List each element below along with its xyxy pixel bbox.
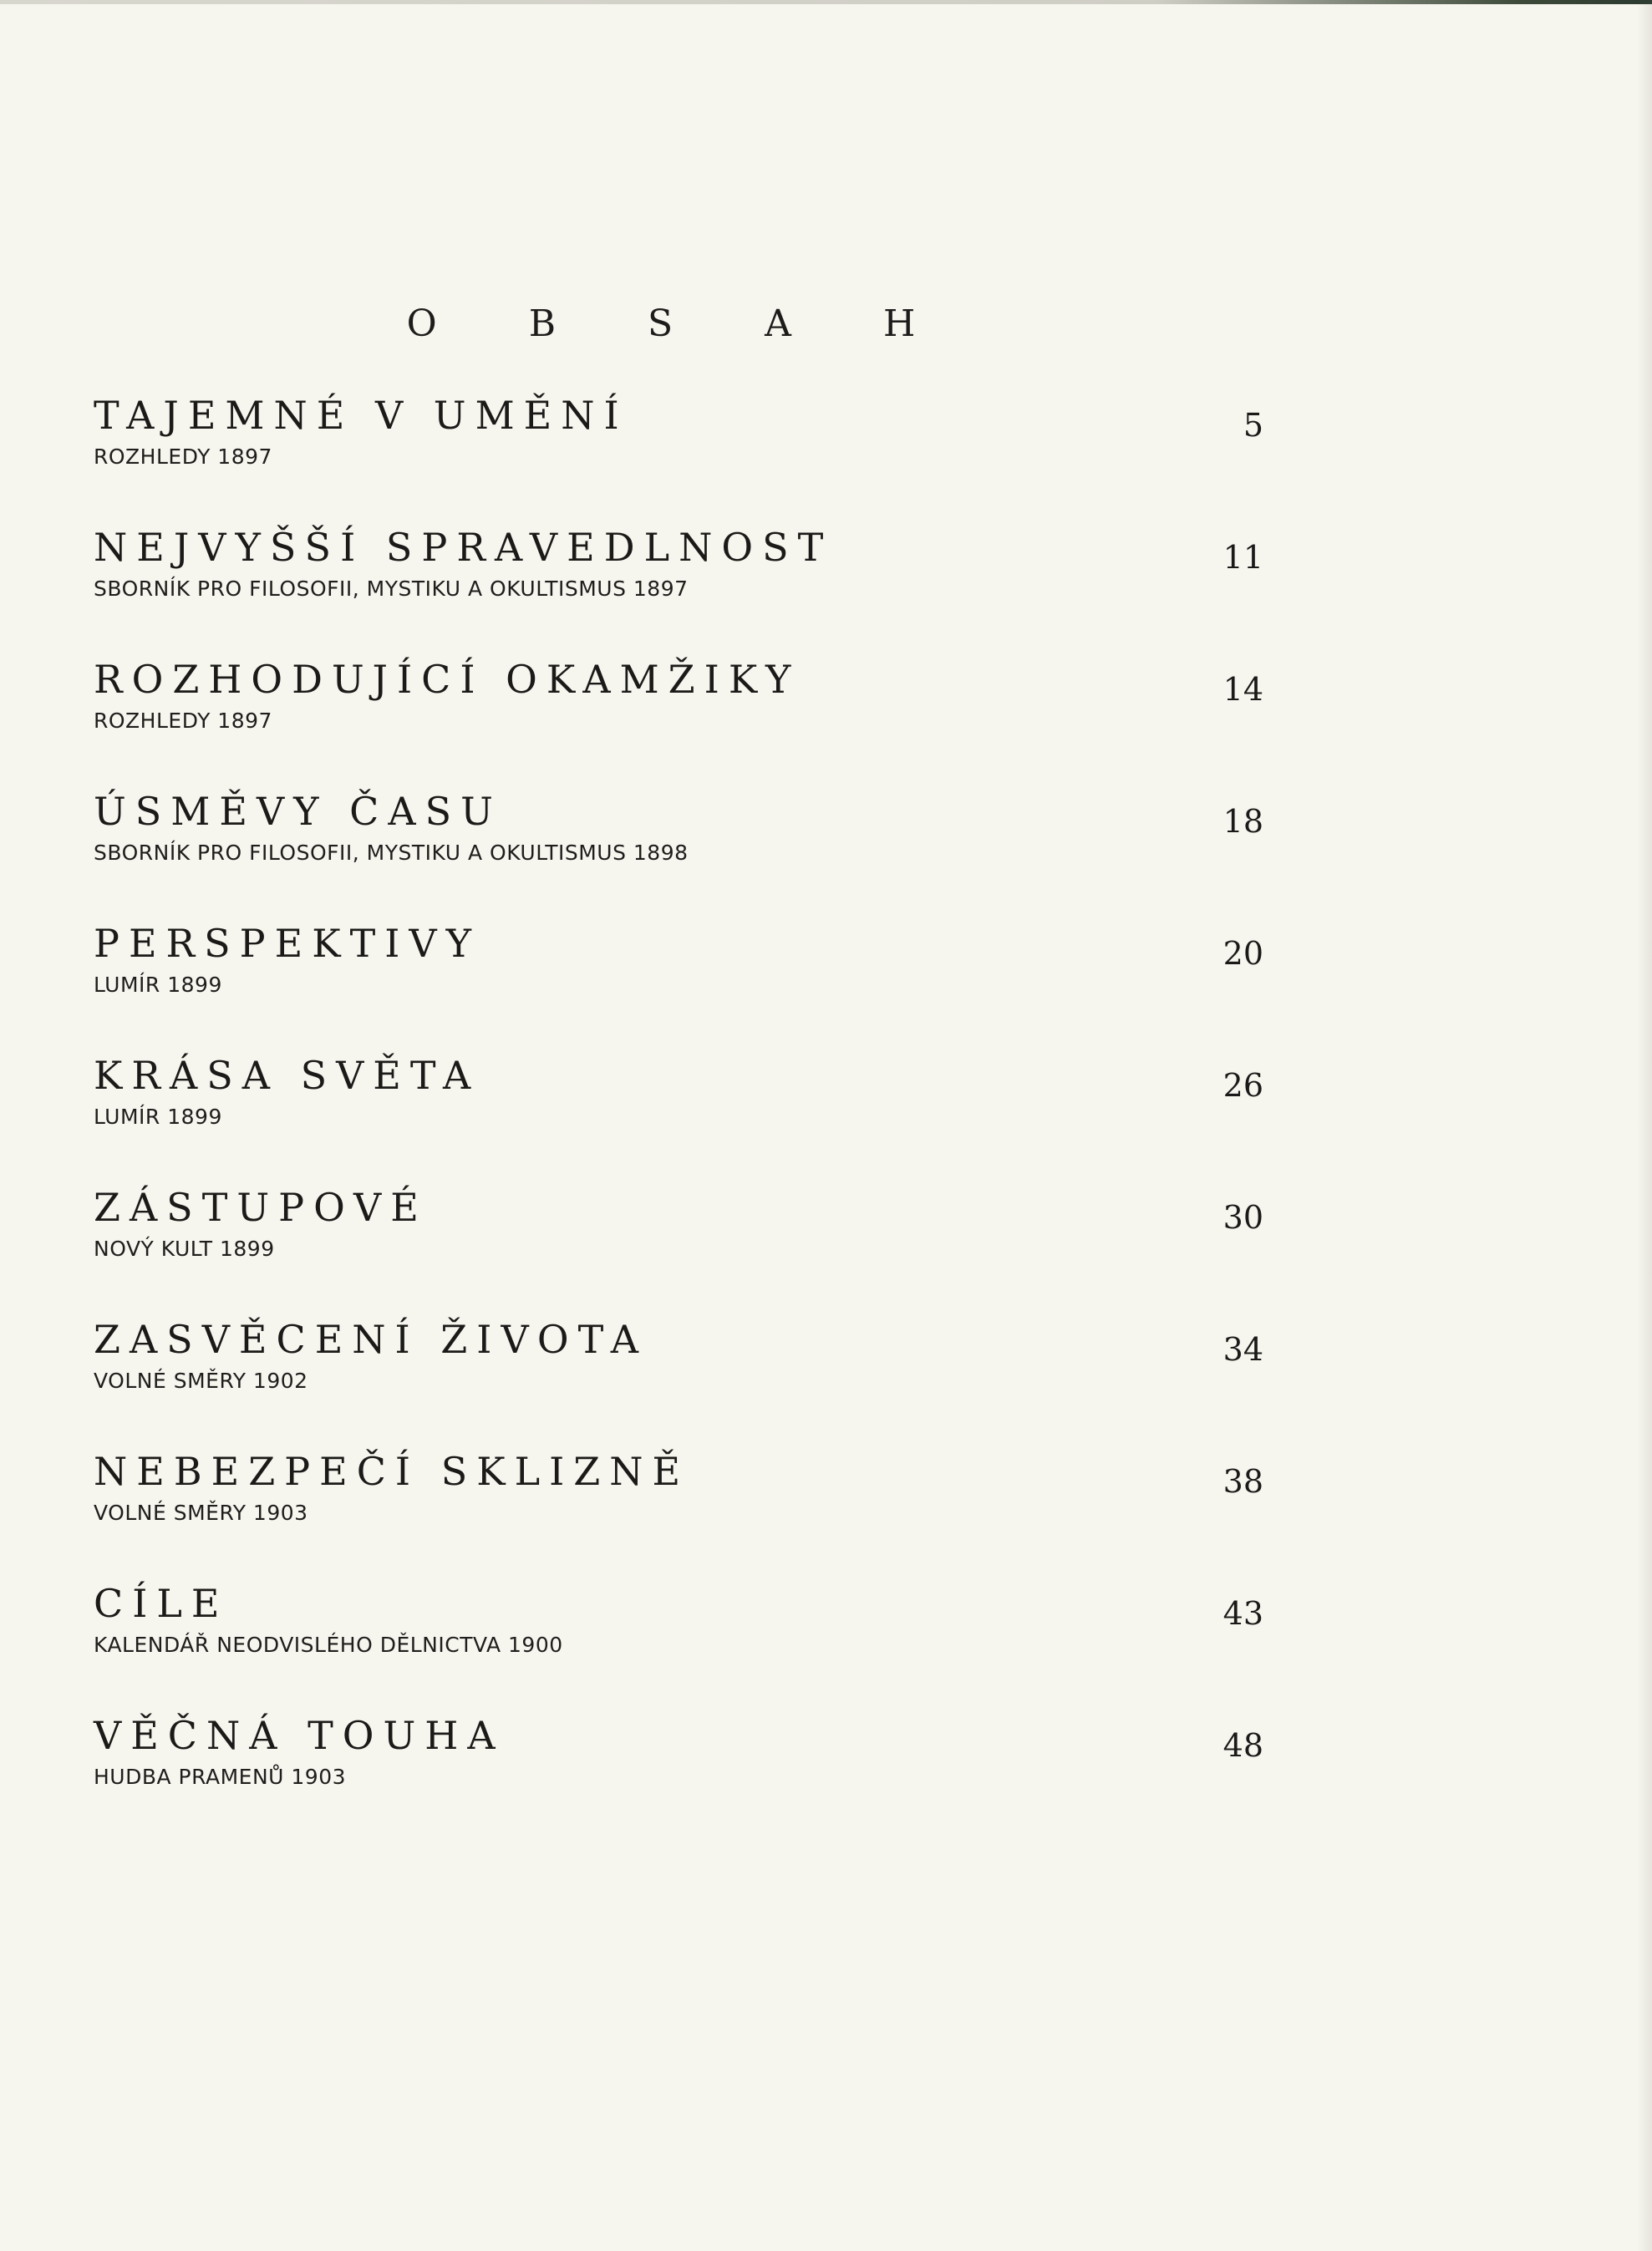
toc-entry-source: LUMÍR 1899	[94, 973, 222, 997]
toc-entry-source: HUDBA PRAMENŮ 1903	[94, 1765, 347, 1789]
toc-entry-source: ROZHLEDY 1897	[94, 445, 272, 469]
toc-entry-title: ZÁSTUPOVÉ	[94, 1185, 428, 1230]
toc-entry-page-number: 20	[1222, 935, 1263, 972]
toc-entry-page-number: 48	[1222, 1727, 1263, 1764]
toc-entry	[94, 1445, 1263, 1577]
toc-entry-title: PERSPEKTIVY	[94, 921, 481, 966]
toc-entry-source: NOVÝ KULT 1899	[94, 1237, 275, 1261]
page-top-edge	[0, 0, 1652, 4]
toc-entry-source: SBORNÍK PRO FILOSOFII, MYSTIKU A OKULTISMUS 1897	[94, 577, 689, 601]
toc-entry-title: ÚSMĚVY ČASU	[94, 789, 502, 834]
toc-entry-page-number: 5	[1243, 407, 1263, 444]
toc-entry-page-number: 14	[1222, 671, 1263, 708]
toc-entry-title: ZASVĚCENÍ ŽIVOTA	[94, 1317, 648, 1362]
toc-entry	[94, 653, 1263, 785]
toc-entry	[94, 521, 1263, 653]
toc-entry	[94, 389, 1263, 521]
toc-entry	[94, 1577, 1263, 1709]
toc-entry	[94, 917, 1263, 1049]
toc-entry-title: TAJEMNÉ V UMĚNÍ	[94, 393, 628, 438]
toc-entry-page-number: 11	[1222, 539, 1263, 576]
page-title: O B S A H	[406, 302, 956, 345]
toc-entry-source: ROZHLEDY 1897	[94, 709, 272, 733]
toc-entry	[94, 1313, 1263, 1445]
toc-entry-title: ROZHODUJÍCÍ OKAMŽIKY	[94, 657, 801, 702]
toc-entry	[94, 1181, 1263, 1313]
toc-entry	[94, 1049, 1263, 1181]
toc-entry-source: SBORNÍK PRO FILOSOFII, MYSTIKU A OKULTISMUS 1898	[94, 841, 689, 865]
toc-entry-page-number: 43	[1222, 1595, 1263, 1632]
toc-entry-title: KRÁSA SVĚTA	[94, 1053, 480, 1098]
toc-entry-page-number: 26	[1222, 1067, 1263, 1104]
toc-entry-source: VOLNÉ SMĚRY 1903	[94, 1501, 308, 1525]
toc-entry-title: VĚČNÁ TOUHA	[94, 1713, 505, 1758]
toc-entry-source: KALENDÁŘ NEODVISLÉHO DĚLNICTVA 1900	[94, 1633, 563, 1657]
toc-entry	[94, 1709, 1263, 1841]
toc-entry-page-number: 38	[1222, 1463, 1263, 1500]
table-of-contents	[94, 389, 1263, 1841]
toc-entry-source: LUMÍR 1899	[94, 1105, 222, 1129]
toc-entry-page-number: 34	[1222, 1331, 1263, 1368]
toc-entry-title: NEBEZPEČÍ SKLIZNĚ	[94, 1449, 690, 1494]
toc-entry-title: CÍLE	[94, 1581, 229, 1626]
toc-entry-page-number: 18	[1222, 803, 1263, 840]
toc-entry-title: NEJVYŠŠÍ SPRAVEDLNOST	[94, 525, 833, 570]
toc-entry	[94, 785, 1263, 917]
toc-entry-page-number: 30	[1222, 1199, 1263, 1236]
toc-entry-source: VOLNÉ SMĚRY 1902	[94, 1369, 308, 1393]
